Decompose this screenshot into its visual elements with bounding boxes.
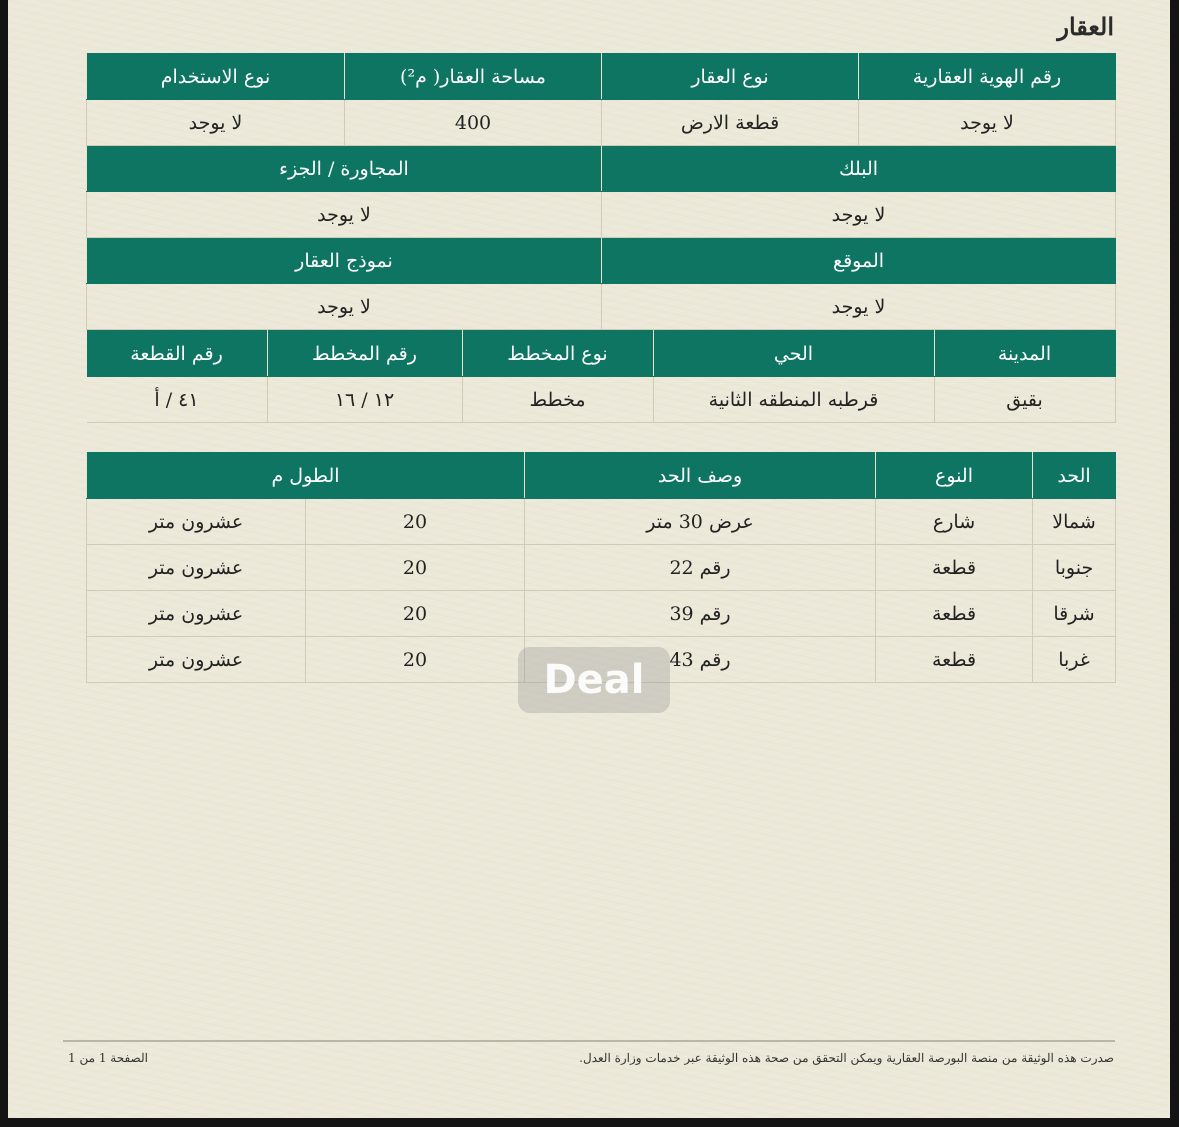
property-details-table	[86, 53, 1116, 423]
property-value-row-3	[87, 284, 1116, 330]
footer-divider	[63, 1040, 1115, 1042]
header-length: الطول م	[87, 453, 525, 499]
value-property-type: قطعة الارض	[602, 100, 859, 146]
value-city: بقيق	[934, 377, 1115, 423]
boundary-description: رقم 22	[525, 545, 876, 591]
boundary-length-words: عشرون متر	[87, 545, 306, 591]
value-area: 400	[345, 100, 602, 146]
boundary-direction: شرقا	[1033, 591, 1116, 637]
header-block: البلك	[602, 146, 1116, 192]
header-city: المدينة	[934, 331, 1115, 377]
boundary-type: قطعة	[876, 591, 1033, 637]
boundary-direction: جنوبا	[1033, 545, 1116, 591]
property-header-row-2	[87, 146, 1116, 192]
boundary-length-words: عشرون متر	[87, 591, 306, 637]
boundary-type: شارع	[876, 499, 1033, 545]
footer-verification-note: صدرت هذه الوثيقة من منصة البورصة العقارية ويمكن التحقق من صحة هذه الوثيقة عبر خدمات وزارة العدل.	[579, 1051, 1114, 1065]
header-boundary-description: وصف الحد	[525, 453, 876, 499]
header-boundary: الحد	[1033, 453, 1116, 499]
plan-value-row	[87, 377, 1116, 423]
header-property-type: نوع العقار	[602, 54, 859, 100]
header-area: مساحة العقار( م²)	[345, 54, 602, 100]
boundary-direction: غربا	[1033, 637, 1116, 683]
value-district: قرطبه المنطقه الثانية	[653, 377, 934, 423]
value-location: لا يوجد	[602, 284, 1116, 330]
header-plan-type: نوع المخطط	[462, 331, 653, 377]
boundary-length-number: 20	[306, 591, 525, 637]
value-usage-type: لا يوجد	[87, 100, 345, 146]
table-row	[87, 545, 1116, 591]
value-property-id: لا يوجد	[859, 100, 1116, 146]
value-parcel-number: ٤١ / أ	[87, 377, 268, 423]
plan-header-row	[87, 331, 1116, 377]
value-property-model: لا يوجد	[87, 284, 602, 330]
boundary-length-number: 20	[306, 545, 525, 591]
table-row	[87, 499, 1116, 545]
boundary-direction: شمالا	[1033, 499, 1116, 545]
value-block: لا يوجد	[602, 192, 1116, 238]
boundary-description: رقم 43	[525, 637, 876, 683]
property-value-row-1	[87, 100, 1116, 146]
footer-page-number: الصفحة 1 من 1	[68, 1051, 148, 1065]
boundary-length-number: 20	[306, 637, 525, 683]
boundaries-header-row	[87, 453, 1116, 499]
value-plan-number: ١٢ / ١٦	[267, 377, 462, 423]
deal-watermark-logo: Deal	[518, 647, 670, 713]
boundary-description: عرض 30 متر	[525, 499, 876, 545]
plan-details-table	[87, 330, 1116, 423]
boundary-description: رقم 39	[525, 591, 876, 637]
header-neighborhood-part: المجاورة / الجزء	[87, 146, 602, 192]
header-location: الموقع	[602, 238, 1116, 284]
section-title: العقار	[1057, 12, 1114, 41]
property-value-row-2	[87, 192, 1116, 238]
header-plan-number: رقم المخطط	[267, 331, 462, 377]
header-usage-type: نوع الاستخدام	[87, 54, 345, 100]
boundary-length-number: 20	[306, 499, 525, 545]
boundary-type: قطعة	[876, 637, 1033, 683]
header-district: الحي	[653, 331, 934, 377]
table-row	[87, 591, 1116, 637]
header-property-id: رقم الهوية العقارية	[859, 54, 1116, 100]
header-property-model: نموذج العقار	[87, 238, 602, 284]
boundary-length-words: عشرون متر	[87, 637, 306, 683]
boundary-type: قطعة	[876, 545, 1033, 591]
value-neighborhood-part: لا يوجد	[87, 192, 602, 238]
header-type: النوع	[876, 453, 1033, 499]
value-plan-type: مخطط	[462, 377, 653, 423]
property-header-row-3	[87, 238, 1116, 284]
boundary-length-words: عشرون متر	[87, 499, 306, 545]
property-header-row-1	[87, 54, 1116, 100]
header-parcel-number: رقم القطعة	[87, 331, 268, 377]
document-page	[8, 0, 1170, 1118]
